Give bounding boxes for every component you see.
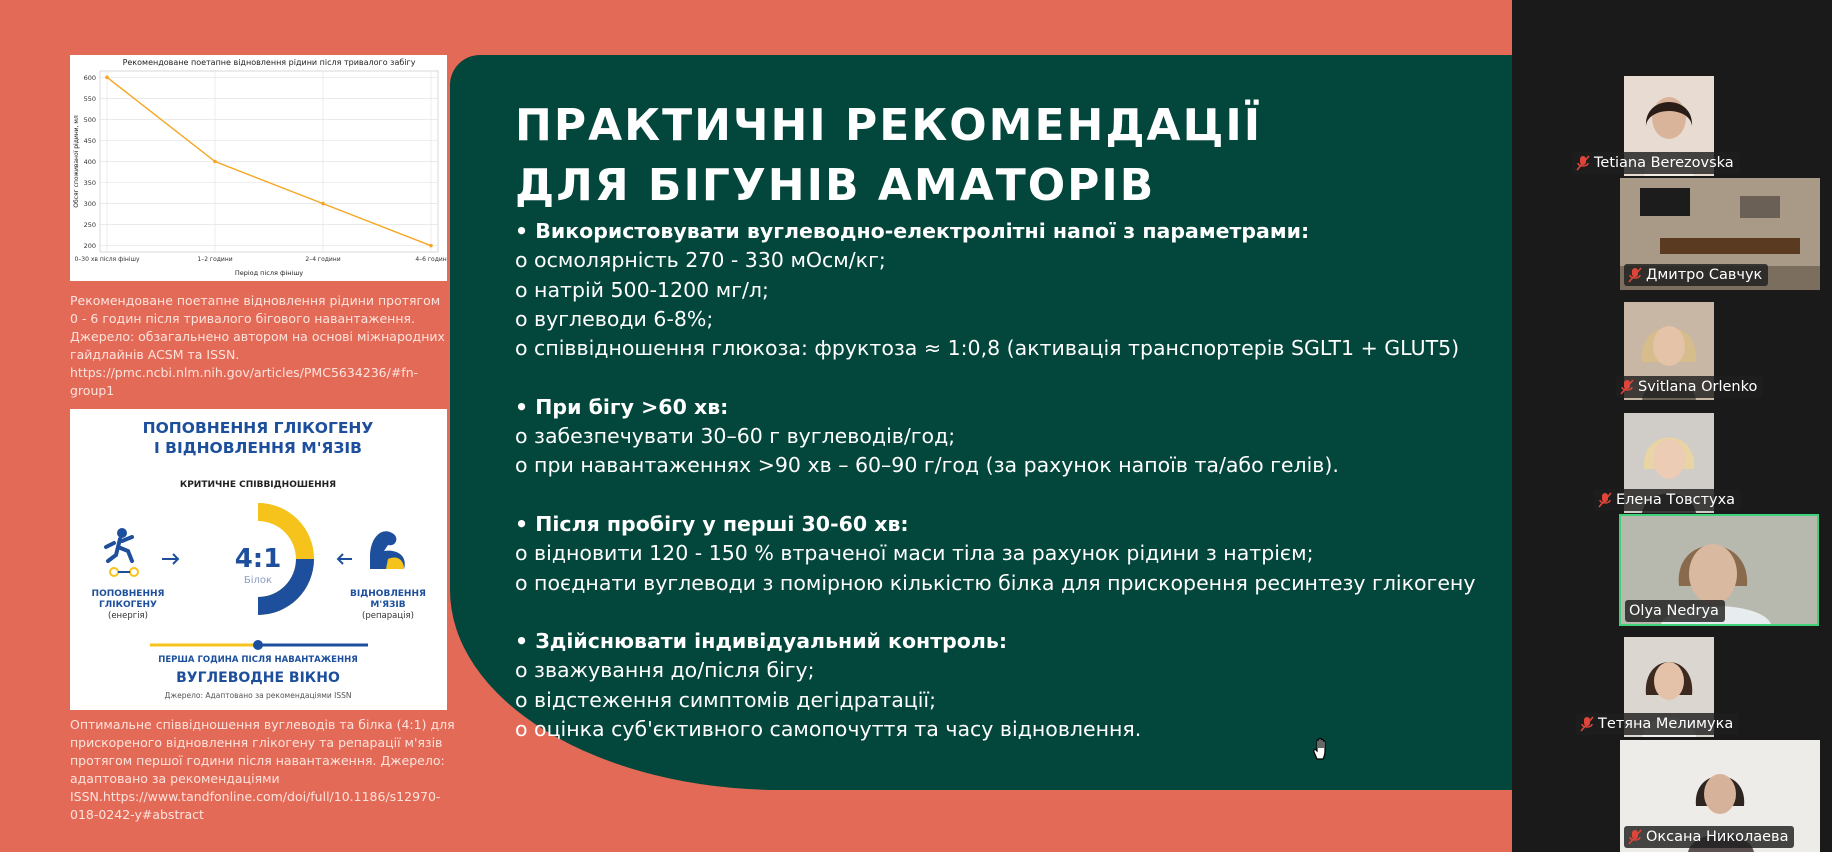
- right-label3: (репарація): [362, 611, 414, 621]
- ratio-sub: Білок: [243, 575, 273, 586]
- chart-ytick-label: 500: [83, 115, 96, 124]
- infographic-svg: [70, 409, 447, 710]
- participant-nametag: [1625, 600, 1725, 622]
- infographic-title1: ПОПОВНЕННЯ ГЛІКОГЕНУ: [142, 419, 374, 437]
- left-label3: (енергія): [108, 611, 148, 621]
- slide-title-line1: ПРАКТИЧНІ РЕКОМЕНДАЦІЇ: [515, 100, 1263, 151]
- chart-ytick-label: 600: [83, 73, 96, 82]
- participant-name: Дмитро Савчук: [1646, 267, 1763, 283]
- right-label1: ВІДНОВЛЕННЯ: [350, 589, 426, 599]
- caption2-line: протягом першої години після навантаження. Джерело:: [70, 753, 445, 768]
- section-item: o вуглеводи 6-8%;: [515, 306, 714, 331]
- chart-xtick-label: 0–30 хв після фінішу: [74, 256, 140, 263]
- section-item: o забезпечувати 30–60 г вуглеводів/год;: [515, 424, 956, 449]
- muted-mic-icon: [1628, 267, 1642, 283]
- participant-name: Елена Товстуха: [1616, 492, 1736, 508]
- muted-mic-icon: [1620, 379, 1634, 395]
- muscle-icon: [370, 531, 405, 569]
- window-label: ВУГЛЕВОДНЕ ВІКНО: [176, 670, 340, 686]
- chart-ytick-label: 200: [83, 242, 96, 251]
- chart-ytick-label: 300: [83, 200, 96, 209]
- participant-nametag: [1624, 264, 1768, 286]
- participant-tile-active-speaker[interactable]: [1619, 514, 1819, 626]
- caption2-line: Оптимальне співвідношення вуглеводів та білка (4:1) для: [70, 717, 455, 732]
- participant-nametag: [1594, 489, 1741, 511]
- section-item: o відстеження симптомів дегідратації;: [515, 687, 937, 712]
- infographic-caption: [70, 716, 455, 824]
- section-item: o при навантаженнях >90 хв – 60–90 г/год (за рахунок напоїв та/або гелів).: [515, 453, 1339, 478]
- section-item: o поєднати вуглеводи з помірною кількістю білка для прискорення ресинтезу глікогену: [515, 570, 1476, 595]
- participant-tile[interactable]: [1620, 178, 1820, 290]
- participants-panel: [1512, 0, 1832, 852]
- chart-caption: [70, 292, 455, 400]
- hand-cursor-icon: [1310, 737, 1332, 761]
- chart-data-point: [429, 244, 433, 248]
- arrow-left-icon: [338, 554, 352, 564]
- participant-nametag: [1624, 826, 1794, 848]
- participant-tile[interactable]: [1616, 413, 1736, 513]
- chart-xtick-label: 4–6 годин: [415, 256, 447, 263]
- chart-xlabel: Період після фінішу: [234, 269, 304, 277]
- section-heading: • Використовувати вуглеводно-електролітні напої з параметрами:: [515, 219, 1310, 243]
- slide-body: [515, 217, 1505, 744]
- section-item: o оцінка суб'єктивного самопочуття та часу відновлення.: [515, 717, 1142, 742]
- timeline-label: ПЕРША ГОДИНА ПІСЛЯ НАВАНТАЖЕННЯ: [158, 655, 358, 665]
- infographic-subtitle: КРИТИЧНЕ СПІВВІДНОШЕННЯ: [179, 480, 337, 490]
- chart-ytick-label: 250: [83, 221, 96, 230]
- chart-xtick-label: 1–2 години: [197, 256, 233, 263]
- chart-title: Рекомендоване поетапне відновлення рідини після тривалого забігу: [122, 58, 416, 67]
- participant-tile[interactable]: [1594, 76, 1734, 176]
- chart-xtick-label: 2–4 години: [305, 256, 341, 263]
- infographic-title2: І ВІДНОВЛЕННЯ М'ЯЗІВ: [154, 439, 362, 457]
- participant-nametag: [1572, 152, 1740, 174]
- section-item: o натрій 500-1200 мг/л;: [515, 277, 769, 302]
- slide-title-line2: ДЛЯ БІГУНІВ АМАТОРІВ: [515, 160, 1156, 211]
- participant-tile[interactable]: [1624, 302, 1758, 400]
- infographic-source: Джерело: Адаптовано за рекомендаціями ISSN: [164, 691, 352, 700]
- caption2-line: 018-0242-y#abstract: [70, 807, 204, 822]
- muted-mic-icon: [1628, 829, 1642, 845]
- arrow-right-icon: [162, 554, 178, 564]
- chart-data-point: [105, 76, 109, 80]
- chart-ylabel: Обсяг споживаної рідини, мл: [73, 115, 80, 208]
- left-label1: ПОПОВНЕННЯ: [91, 589, 165, 599]
- caption1-line: гайдлайнів ACSM та ISSN.: [70, 347, 240, 362]
- ratio-text: 4:1: [234, 544, 282, 574]
- participant-name: Tetiana Berezovska: [1594, 155, 1734, 171]
- participant-name: Тетяна Мелимука: [1598, 716, 1734, 732]
- caption1-line: 0 - 6 годин після тривалого бігового навантаження.: [70, 311, 416, 326]
- participant-name: Svitlana Orlenko: [1638, 379, 1758, 395]
- participant-tile[interactable]: [1598, 637, 1734, 737]
- caption2-line: прискореного відновлення глікогену та репарації м'язів: [70, 735, 443, 750]
- participant-name: Оксана Николаева: [1646, 829, 1789, 845]
- timeline-dot: [253, 640, 263, 650]
- glycogen-infographic: [70, 409, 447, 710]
- muted-mic-icon: [1598, 492, 1612, 508]
- participant-tile[interactable]: [1620, 740, 1820, 852]
- chart-ytick-label: 350: [83, 179, 96, 188]
- participant-name: Olya Nedrya: [1629, 603, 1719, 619]
- chart-ytick-label: 400: [83, 158, 96, 166]
- section-heading: • Після пробігу у перші 30-60 хв:: [515, 511, 909, 536]
- chart-svg: [70, 55, 447, 281]
- chart-ytick-label: 550: [83, 94, 96, 103]
- caption1-line: Джерело: обзагальнено автором на основі міжнародних: [70, 329, 445, 344]
- muted-mic-icon: [1580, 716, 1594, 732]
- section-heading: • При бігу >60 хв:: [515, 394, 729, 419]
- section-item: o зважування до/після бігу;: [515, 658, 815, 683]
- caption2-line: ISSN.https://www.tandfonline.com/doi/full/10.1186/s12970-: [70, 789, 441, 804]
- muted-mic-icon: [1576, 155, 1590, 171]
- section-item: o відновити 120 - 150 % втраченої маси тіла за рахунок рідини з натрієм;: [515, 541, 1314, 566]
- section-item: o співвідношення глюкоза: фруктоза ≈ 1:0,8 (активація транспортерів SGLT1 + GLUT5): [515, 336, 1460, 361]
- chart-data-point: [321, 202, 325, 206]
- right-label2: М'ЯЗІВ: [370, 600, 406, 610]
- chart-ytick-label: 450: [83, 136, 96, 145]
- section-item: o осмолярність 270 - 330 мОсм/кг;: [515, 248, 886, 273]
- fluid-recovery-chart: [70, 55, 447, 281]
- caption1-line: group1: [70, 383, 115, 398]
- caption1-line: https://pmc.ncbi.nlm.nih.gov/articles/PMC5634236/#fn-: [70, 365, 419, 380]
- chart-data-point: [213, 160, 217, 164]
- participant-nametag: [1616, 376, 1763, 398]
- caption2-line: адаптовано за рекомендаціями: [70, 771, 280, 786]
- caption1-line: Рекомендоване поетапне відновлення рідини протягом: [70, 293, 441, 308]
- slide-title: [515, 96, 1262, 216]
- section-heading: • Здійснювати індивідуальний контроль:: [515, 629, 1008, 654]
- runner-icon: [106, 528, 138, 576]
- participant-nametag: [1576, 713, 1739, 735]
- left-label2: ГЛІКОГЕНУ: [99, 600, 157, 610]
